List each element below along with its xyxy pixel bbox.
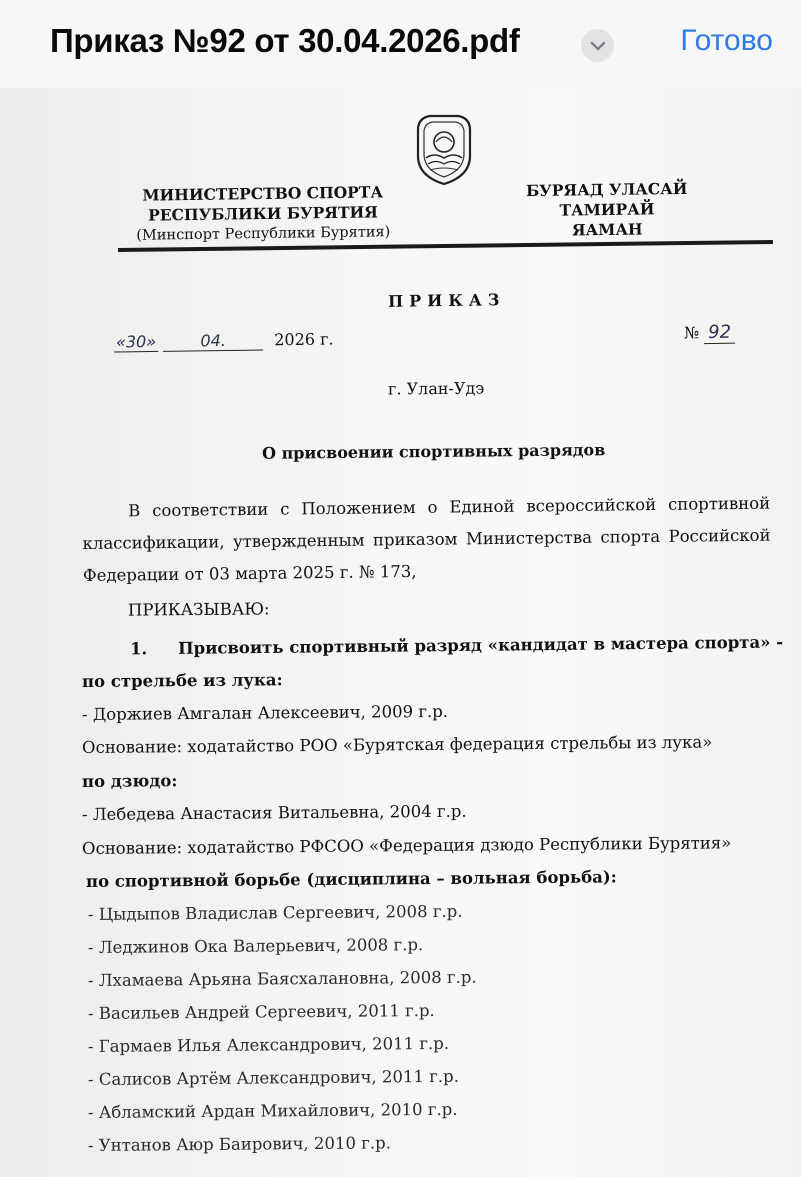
athlete-line: - Салисов Артём Александрович, 2011 г.р. xyxy=(87,1066,459,1089)
date-year: 2026 г. xyxy=(274,329,334,350)
number-prefix: № xyxy=(683,323,700,343)
ministry-ru-line2: РЕСПУБЛИКИ БУРЯТИЯ xyxy=(147,202,378,225)
document-page[interactable] xyxy=(0,88,801,1177)
done-button[interactable]: Готово xyxy=(680,24,773,57)
order-city: г. Улан-Удэ xyxy=(387,378,485,399)
file-title[interactable]: Приказ №92 от 30.04.2026.pdf xyxy=(50,22,520,59)
viewer-toolbar xyxy=(0,0,801,89)
ministry-bur-line2: ТАМИРАЙ ЯАМАН xyxy=(559,199,655,240)
coat-of-arms-emblem xyxy=(412,112,476,188)
section-sport-archery: по стрельбе из лука: xyxy=(81,670,283,691)
section-sport-wrestling: по спортивной борьбе (дисциплина – вольная борьба): xyxy=(85,867,617,891)
athlete-line: - Абламский Ардан Михайлович, 2010 г.р. xyxy=(87,1099,458,1122)
athlete-line: - Доржиев Амгалан Алексеевич, 2009 г.р. xyxy=(81,701,449,724)
title-menu-button[interactable] xyxy=(581,29,614,62)
date-day: «30» xyxy=(114,332,158,353)
ministry-bur-line1: БУРЯАД УЛАСАЙ xyxy=(525,178,688,201)
ministry-ru-short: (Минспорт Республики Бурятия) xyxy=(136,224,391,244)
athlete-line: - Лхамаева Арьяна Баясхалановна, 2008 г.р. xyxy=(87,967,477,990)
athlete-line: - Гармаев Илья Александрович, 2011 г.р. xyxy=(87,1033,450,1056)
athlete-line: - Васильев Андрей Сергеевич, 2011 г.р. xyxy=(87,1000,435,1023)
order-number xyxy=(684,322,735,345)
chevron-down-icon xyxy=(590,41,606,51)
order-subject: О присвоении спортивных разрядов xyxy=(261,440,606,463)
section-basis-archery: Основание: ходатайство РОО «Бурятская федерация стрельбы из лука» xyxy=(81,732,713,757)
ministry-name-buryat xyxy=(522,179,693,241)
date-month: 04. xyxy=(163,330,263,351)
section-sport-judo: по дзюдо: xyxy=(81,771,178,791)
number-value: 92 xyxy=(704,322,735,344)
order-verb: ПРИКАЗЫВАЮ: xyxy=(127,599,270,620)
item-number: 1. xyxy=(129,639,148,659)
order-heading: ПРИКАЗ xyxy=(387,290,506,311)
ministry-ru-line1: МИНИСТЕРСТВО СПОРТА xyxy=(142,182,384,205)
athlete-line: - Унтанов Аюр Баирович, 2010 г.р. xyxy=(87,1133,391,1155)
preamble-paragraph: В соответствии с Положением о Единой всероссийской спортивной классификации, утвержденным приказом Министерства спорта Российской Федерации от 03 марта 2025 г. № 173, xyxy=(82,493,771,585)
section-basis-judo: Основание: ходатайство РФСОО «Федерация дзюдо Республики Бурятия» xyxy=(81,833,732,858)
athlete-line: - Лебедева Анастасия Витальевна, 2004 г.р. xyxy=(81,801,467,824)
order-date xyxy=(114,329,334,352)
ministry-name-russian xyxy=(118,182,409,246)
athlete-line: - Леджинов Ока Валерьевич, 2008 г.р. xyxy=(87,935,424,957)
item-text: Присвоить спортивный разряд «кандидат в мастера спорта» - xyxy=(177,632,784,658)
athlete-line: - Цыдыпов Владислав Сергеевич, 2008 г.р. xyxy=(87,901,463,924)
